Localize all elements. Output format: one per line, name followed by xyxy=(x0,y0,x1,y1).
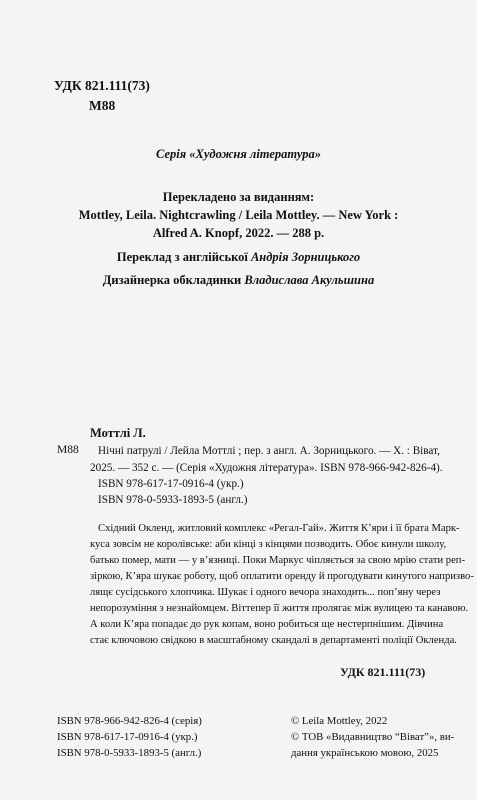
designer-name: Владислава Акульшина xyxy=(244,273,375,287)
catalog-code: М88 xyxy=(57,444,79,456)
original-edition-line-1: Mottley, Leila. Nightcrawling / Leila Mottley. — New York : xyxy=(78,208,399,222)
original-edition-line-2: Alfred A. Knopf, 2022. — 288 р. xyxy=(152,226,325,240)
annotation-line-7: А коли К’яра попадає до рук копам, воно робиться ще нестерпнішим. Дівчина xyxy=(90,619,444,630)
annotation-line-4: зіркою, К’яра шукає роботу, щоб оплатити оренду й прогодувати кинутого напризво- xyxy=(90,571,474,582)
catalog-isbn-ukr: ISBN 978-617-17-0916-4 (укр.) xyxy=(98,478,244,490)
annotation-line-6: непорозуміння з незнайомцем. Віттепер її життя пролягає між вулицею та канавою. xyxy=(90,603,469,614)
udk-header: УДК 821.111(73) xyxy=(54,78,150,93)
designer-line xyxy=(0,271,477,289)
udk-bottom: УДК 821.111(73) xyxy=(340,665,426,679)
translator-name: Андрія Зорницького xyxy=(250,250,361,264)
translator-line xyxy=(0,248,477,266)
bottom-isbn-eng: ISBN 978-0-5933-1893-5 (англ.) xyxy=(57,747,202,759)
bottom-isbn-series: ISBN 978-966-942-826-4 (серія) xyxy=(57,715,202,727)
annotation-line-5: лящє сусідського хлопчика. Шукає і одного вечора знаходить... поп’яну через xyxy=(90,587,441,598)
translator-prefix: Переклад з англійської xyxy=(116,250,251,264)
annotation-line-3: батько помер, мати — у в’язниці. Поки Маркус чіпляється за свою мрію стати реп- xyxy=(90,555,465,566)
designer-prefix: Дизайнерка обкладинки xyxy=(102,273,245,287)
catalog-isbn-eng: ISBN 978-0-5933-1893-5 (англ.) xyxy=(98,494,248,506)
original-edition-lead: Перекладено за виданням: xyxy=(162,190,315,204)
bottom-isbn-ukr: ISBN 978-617-17-0916-4 (укр.) xyxy=(57,731,198,743)
copyright-publisher: © ТОВ «Видавництво “Віват”», ви- xyxy=(291,731,455,743)
author-code-header: М88 xyxy=(89,98,116,113)
annotation-line-1: Східний Окленд, житловий комплекс «Регал-Гай». Життя К’яри і її брата Марк- xyxy=(98,523,460,534)
annotation-line-8: стає ключовою свідкою в масштабному скандалі в департаменті поліції Окленда. xyxy=(90,635,457,646)
catalog-line-2: 2025. — 352 с. — (Серія «Художня література». ISBN 978-966-942-826-4). xyxy=(90,462,443,474)
copyright-author: © Leila Mottley, 2022 xyxy=(291,715,388,727)
catalog-line-1: Нічні патрулі / Лейла Моттлі ; пер. з англ. А. Зорницького. — Х. : Віват, xyxy=(98,445,440,457)
annotation-line-2: куса зовсім не королівське: аби кінці з кінцями позводить. Обоє кинули школу, xyxy=(90,539,447,550)
copyright-publisher-cont: дання українською мовою, 2025 xyxy=(291,747,439,759)
series-line: Серія «Художня література» xyxy=(156,147,321,161)
catalog-author: Моттлі Л. xyxy=(90,426,146,440)
